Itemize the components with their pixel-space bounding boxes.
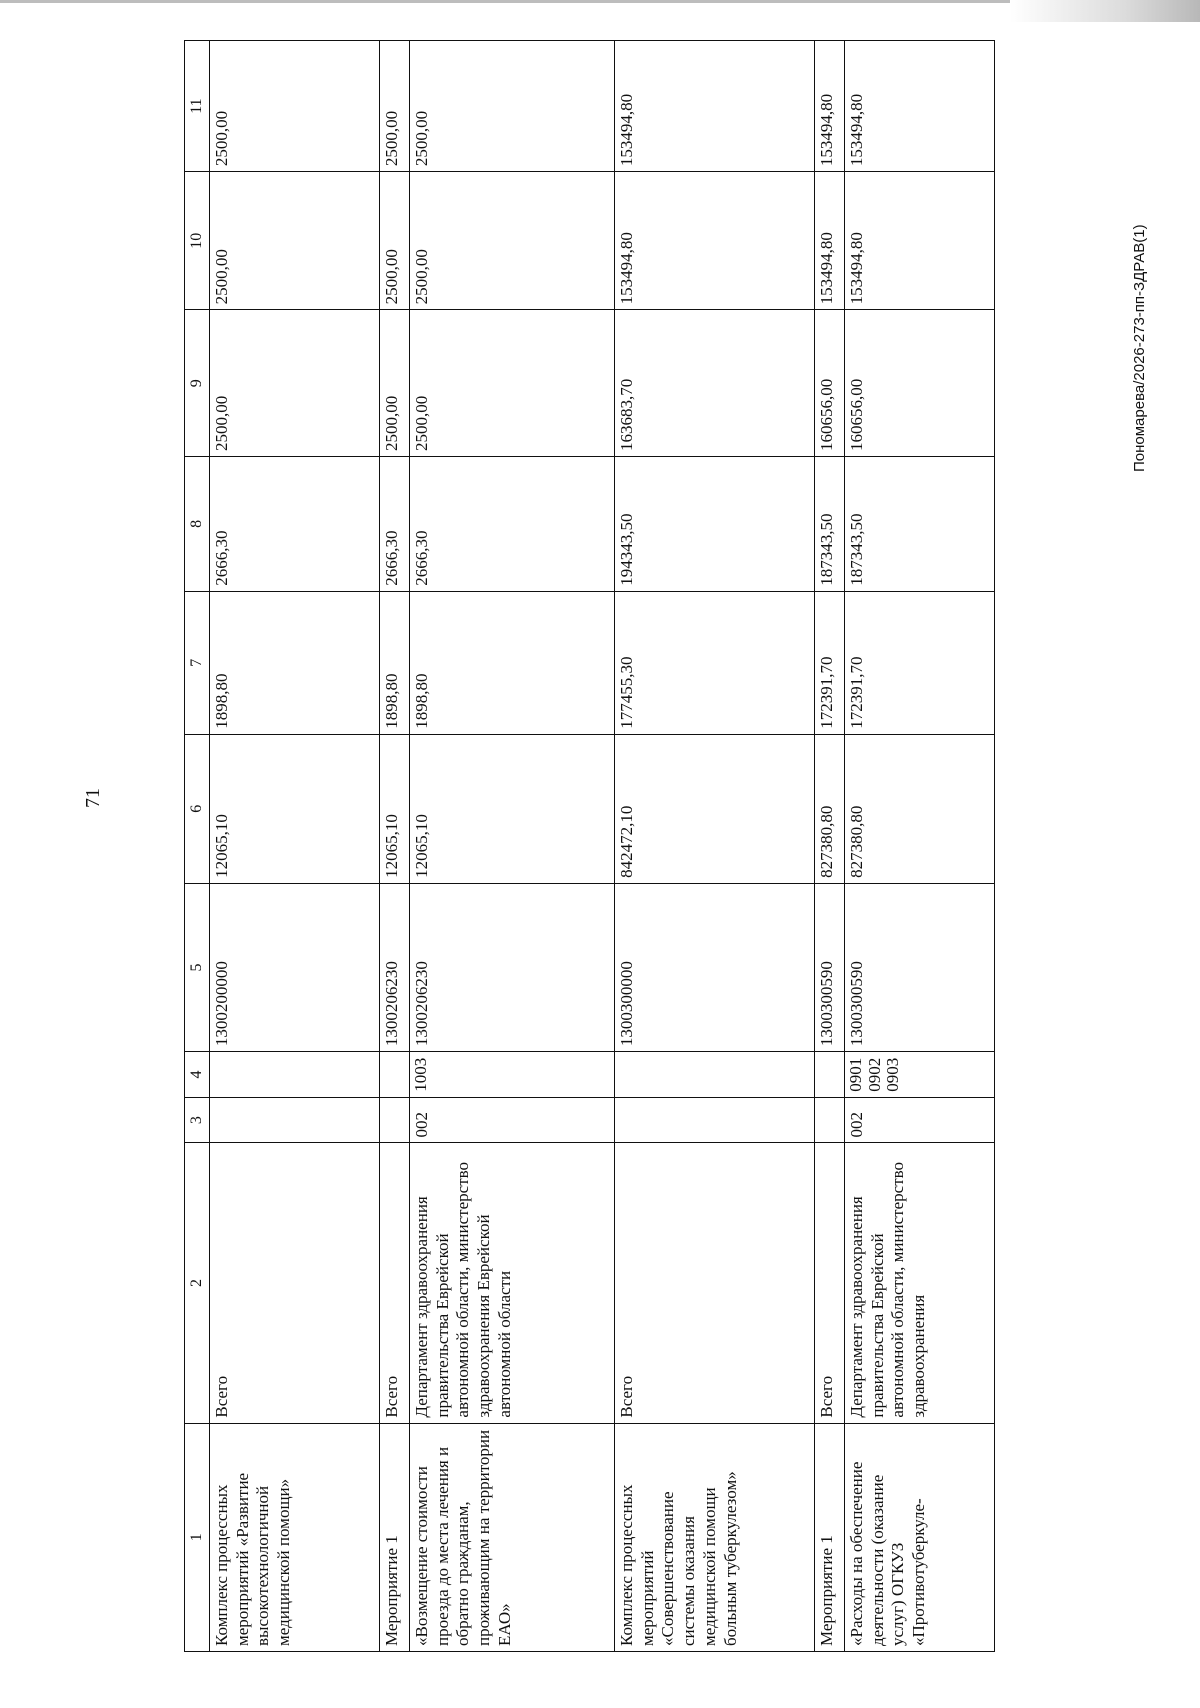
cell-value-year: 153494,80 [845, 41, 995, 172]
cell-section [615, 1052, 815, 1098]
cell-name: «Расходы на обеспечение деятельности (оказание услуг) ОГКУЗ «Противотуберкуле- [845, 1423, 995, 1651]
document-footer-code: Пономарева/2026-273-пп-ЗДРАВ(1) [1131, 224, 1148, 472]
header-col-4: 4 [185, 1052, 210, 1098]
cell-value-year: 2500,00 [410, 172, 615, 310]
cell-value-year: 2500,00 [380, 172, 410, 310]
table-row [615, 41, 815, 1652]
cell-section [410, 1052, 615, 1098]
cell-value-year: 153494,80 [815, 41, 845, 172]
cell-executor: Департамент здравоохранения правительства Еврейской автономной области, министерство здравоохранения [845, 1143, 995, 1423]
cell-value-year: 172391,70 [845, 591, 995, 734]
page-number: 71 [82, 788, 104, 808]
cell-name: «Возмещение стоимости проезда до места лечения и обратно гражданам, проживающим на территории ЕАО» [410, 1423, 615, 1651]
section-code: 0903 [883, 1057, 903, 1092]
cell-value-year: 1898,80 [410, 591, 615, 734]
cell-value-total: 842472,10 [615, 734, 815, 883]
cell-value-year: 2500,00 [380, 41, 410, 172]
header-col-11: 11 [185, 41, 210, 172]
cell-grbs [210, 1097, 380, 1143]
cell-name: Мероприятие 1 [815, 1423, 845, 1651]
cell-target-article: 1300300590 [845, 883, 995, 1051]
header-col-7: 7 [185, 591, 210, 734]
cell-value-year: 177455,30 [615, 591, 815, 734]
cell-value-year: 153494,80 [815, 172, 845, 310]
cell-name: Комплекс процессных мероприятий «Совершенствование системы оказания медицинской помощи больным туберкулезом» [615, 1423, 815, 1651]
cell-executor: Всего [380, 1143, 410, 1423]
cell-grbs [615, 1097, 815, 1143]
rotated-table-container [184, 40, 929, 1652]
cell-target-article: 1300300000 [615, 883, 815, 1051]
cell-value-year: 187343,50 [845, 457, 995, 592]
header-col-8: 8 [185, 457, 210, 592]
cell-value-year: 1898,80 [210, 591, 380, 734]
cell-value-year: 194343,50 [615, 457, 815, 592]
cell-value-total: 12065,10 [210, 734, 380, 883]
header-col-5: 5 [185, 883, 210, 1051]
cell-executor: Всего [210, 1143, 380, 1423]
cell-value-total: 12065,10 [380, 734, 410, 883]
table-row [380, 41, 410, 1652]
cell-name: Комплекс процессных мероприятий «Развитие высокотехнологичной медицинской помощи» [210, 1423, 380, 1651]
cell-value-year: 2500,00 [380, 310, 410, 457]
cell-value-year: 2666,30 [410, 457, 615, 592]
cell-value-total: 12065,10 [410, 734, 615, 883]
scan-edge-corner [1010, 0, 1200, 22]
cell-value-year: 2500,00 [410, 41, 615, 172]
cell-executor: Департамент здравоохранения правительства Еврейской автономной области, министерство здравоохранения Еврейской автономной области [410, 1143, 615, 1423]
cell-value-year: 1898,80 [380, 591, 410, 734]
cell-value-year: 153494,80 [615, 172, 815, 310]
table-header-row [185, 41, 210, 1652]
header-col-2: 2 [185, 1143, 210, 1423]
cell-value-year: 160656,00 [845, 310, 995, 457]
table-row [210, 41, 380, 1652]
cell-value-total: 827380,80 [815, 734, 845, 883]
cell-grbs: 002 [845, 1097, 995, 1143]
cell-value-year: 153494,80 [615, 41, 815, 172]
cell-value-year: 2666,30 [210, 457, 380, 592]
cell-target-article: 1300200000 [210, 883, 380, 1051]
section-code: 1003 [411, 1057, 430, 1092]
cell-value-year: 2500,00 [210, 172, 380, 310]
table-row [845, 41, 995, 1652]
cell-value-year: 2500,00 [210, 41, 380, 172]
table-row [815, 41, 845, 1652]
header-col-10: 10 [185, 172, 210, 310]
cell-value-year: 153494,80 [845, 172, 995, 310]
section-code: 0901 [846, 1057, 865, 1092]
header-col-6: 6 [185, 734, 210, 883]
table-row [410, 41, 615, 1652]
cell-value-year: 163683,70 [615, 310, 815, 457]
header-col-9: 9 [185, 310, 210, 457]
cell-name: Мероприятие 1 [380, 1423, 410, 1651]
cell-section [380, 1052, 410, 1098]
cell-value-year: 2500,00 [410, 310, 615, 457]
cell-grbs: 002 [410, 1097, 615, 1143]
cell-grbs [815, 1097, 845, 1143]
header-col-1: 1 [185, 1423, 210, 1651]
cell-executor: Всего [815, 1143, 845, 1423]
cell-target-article: 1300300590 [815, 883, 845, 1051]
cell-value-year: 2500,00 [210, 310, 380, 457]
section-code: 0902 [864, 1057, 884, 1092]
header-col-3: 3 [185, 1097, 210, 1143]
cell-target-article: 1300206230 [380, 883, 410, 1051]
cell-value-total: 827380,80 [845, 734, 995, 883]
cell-target-article: 1300206230 [410, 883, 615, 1051]
cell-value-year: 2666,30 [380, 457, 410, 592]
cell-value-year: 172391,70 [815, 591, 845, 734]
cell-value-year: 187343,50 [815, 457, 845, 592]
budget-table [184, 40, 995, 1652]
cell-value-year: 160656,00 [815, 310, 845, 457]
cell-grbs [380, 1097, 410, 1143]
cell-section [815, 1052, 845, 1098]
cell-section [210, 1052, 380, 1098]
cell-executor: Всего [615, 1143, 815, 1423]
cell-section [845, 1052, 995, 1098]
